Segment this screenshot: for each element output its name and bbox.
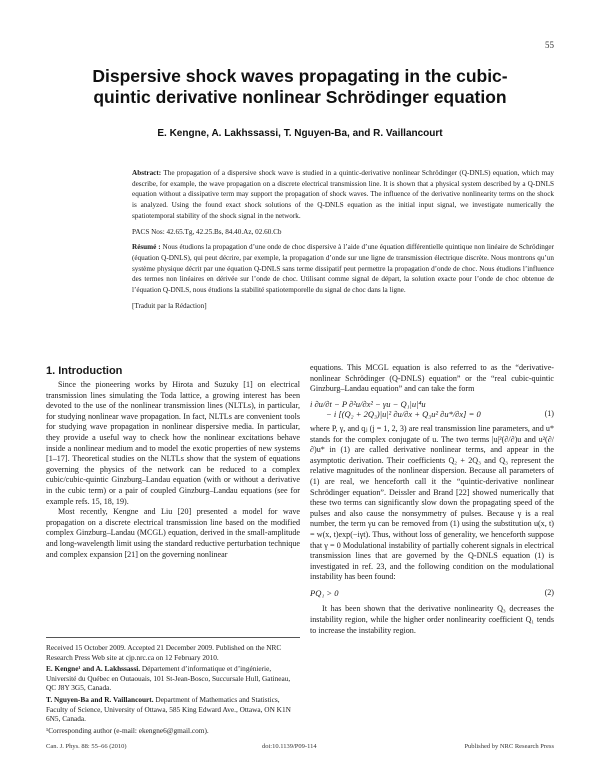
right-paragraph-3: It has been shown that the derivative nonlinearity Q₃ decreases the instability region, while the higher order nonlinearity coefficient Q₁ tends to increase the instability region. bbox=[310, 604, 554, 635]
equation-2-number: (2) bbox=[544, 587, 554, 597]
intro-paragraph-1: Since the pioneering works by Hirota and Suzuky [1] on electrical transmission lines simulating the Toda lattice, a growing interest has been devoted to the use of the nonlinear transmission lines (NLTLs), in particular, for studying nonlinear wave propagation. In fact, NLTLs are convenient tools for studying wave propagation in nonlinear dispersive media. In particular, they provide a useful way to check how the nonlinear excitations behave inside a nonlinear medium and to model the exotic properties of new systems [1–17]. Theoretical studies on the NLTLs show that the system of equations governing the physics of the network can be reduced to a complex cubic/cubic-quintic Ginzburg–Landau equation (with or without a derivative in the cubic term) or a pair of coupled Ginzburg–Landau equations (see for example refs. 15, 18, 19). bbox=[46, 380, 300, 506]
abstract-text: The propagation of a dispersive shock wave is studied in a quintic-derivative nonlinear Schrödinger (Q-DNLS) equation, which may describe, for example, the wave propagation on a discrete electrical transmission line. It is shown that a physical system described by a Q-DNLS equation without a dissipative term may support the propagation of shock waves. The influence of the derivative nonlinearity terms on the shock is analyzed. Using the found exact shock solutions of the Q-DNLS equation as the initial input signal, we investigate numerically the spatiotemporal stability of the shock signal in the network. bbox=[132, 169, 554, 220]
doi: doi:10.1139/P09-114 bbox=[262, 743, 317, 750]
equation-1-number: (1) bbox=[544, 409, 554, 419]
resume-label: Résumé : bbox=[132, 243, 161, 252]
affiliation-2-text: Department of Mathematics and Statistics, Faculty of Science, University of Ottawa, 585 King Edward Ave., Ottawa, ON K1N 6N5, Canada. bbox=[46, 694, 291, 724]
affiliation-1-names: E. Kengne¹ and A. Lakhssassi. bbox=[46, 664, 141, 674]
equation-1-line-2: − i [(Q₂ + 2Q₃)|u|² ∂u/∂x + Q₃u² ∂u*/∂x] = 0 bbox=[326, 409, 481, 420]
equation-1 bbox=[310, 399, 554, 420]
equation-2-expression: PQ₁ > 0 bbox=[310, 587, 339, 598]
resume-text: Nous étudions la propagation d’une onde de choc dispersive à l’aide d’une équation différentielle quintique non linéaire de Schrödinger (équation Q-DNLS), qui peut décrire, par exemple, la propagation d’onde sur une ligne de transmission électrique discrète. Nous montrons qu’un système physique décrit par une équation Q-DNLS sans terme dissipatif peut permettre la propagation d’onde de choc. Nous étudions l’influence des termes non linéaires en dérivée sur l’onde de choc. Utilisant comme signal de départ, la solution exacte pour l’onde de choc obtenue de l’équation Q-DNLS, nous étudions la stabilité spatiotemporelle du signal de choc dans la ligne. bbox=[132, 243, 555, 295]
abstract-block bbox=[132, 168, 554, 316]
footnote bbox=[46, 643, 300, 737]
right-paragraph-1: equations. This MCGL equation is also referred to as the “derivative-nonlinear Schrödinger (Q-DNLS) equation” or the “real cubic-quintic Ginzburg–Landau equation” and can take the form bbox=[310, 363, 554, 394]
pacs-numbers: PACS Nos: 42.65.Tg, 42.25.Bs, 84.40.Az, 02.60.Cb bbox=[132, 227, 282, 236]
affiliation-1-text: Département d’informatique et d’ingénierie, Université du Québec en Outaouais, 101 St-Jean-Bosco, Succursale Hull, Gatineau, QC J8Y 3G5, Canada. bbox=[46, 664, 291, 693]
title-line-2: quintic derivative nonlinear Schrödinger equation bbox=[93, 87, 507, 107]
intro-paragraph-2: Most recently, Kengne and Liu [20] presented a model for wave propagation on a discrete electrical transmission line based on the modified complex Ginzburg–Landau (MCGL) equation, derived in the small-amplitude and long-wavelength limit using the standard reductive perturbation technique and complex expansion [21] on the governing nonlinear bbox=[46, 507, 300, 559]
equation-2 bbox=[310, 588, 554, 599]
right-column bbox=[310, 363, 554, 638]
abstract-label: Abstract: bbox=[132, 169, 162, 177]
left-column bbox=[46, 380, 300, 560]
translation-note: [Traduit par la Rédaction] bbox=[132, 301, 207, 310]
page-number: 55 bbox=[545, 40, 554, 50]
affiliation-1 bbox=[46, 664, 300, 693]
affiliation-2 bbox=[46, 695, 300, 724]
affiliation-2-names: T. Nguyen-Ba and R. Vaillancourt. bbox=[46, 694, 154, 704]
resume bbox=[132, 242, 554, 296]
paper-title bbox=[46, 66, 554, 108]
section-heading: 1. Introduction bbox=[46, 365, 123, 377]
received-dates: Received 15 October 2009. Accepted 21 December 2009. Published on the NRC Research Press Web site at cjp.nrc.ca on 12 February 2010. bbox=[46, 643, 282, 662]
equation-1-line-1: i ∂u/∂t − P ∂²u/∂x² − γu − Q₁|u|⁴u bbox=[310, 398, 426, 409]
abstract bbox=[132, 168, 554, 222]
corresponding-author: ¹Corresponding author (e-mail: ekengne6@gmail.com). bbox=[46, 725, 209, 735]
publisher: Published by NRC Research Press bbox=[464, 743, 554, 750]
journal-citation: Can. J. Phys. 88: 55–66 (2010) bbox=[46, 743, 127, 750]
author-list: E. Kengne, A. Lakhssassi, T. Nguyen-Ba, and R. Vaillancourt bbox=[157, 128, 443, 139]
footnote-divider bbox=[46, 637, 300, 638]
title-line-1: Dispersive shock waves propagating in the cubic- bbox=[92, 66, 508, 86]
right-paragraph-2: where P, γ, and qⱼ (j = 1, 2, 3) are real transmission line parameters, and u* stands for the complex conjugate of u. The two terms |u|²(∂/∂)u and u²(∂/∂)u* in (1) are called derivative nonlinear terms, and appear in the asymptotic derivation. Their coefficients Q₂ + 2Q₃ and Q₃ represent the relative magnitudes of the nonlinear dispersion. Because all parameters of (1) are real, we henceforth call it the “quintic-derivative nonlinear Schrödinger equation”. Deissler and Brand [22] showed numerically that these two terms can significantly slow down the propagating speed of the pulses and also cause the nonsymmetry of pulses. Because γ is a real number, the term γu can be removed from (1) using the substitution u(x, t) = w(x, t)exp(−iγt). Thus, without loss of generality, we henceforth suppose that γ = 0 Modulational instability of partially coherent signals in electrical transmission lines that are governed by the Q-DNLS equation (1) is investigated in ref. 23, and the following condition on the modulational instability has been found: bbox=[310, 423, 554, 582]
